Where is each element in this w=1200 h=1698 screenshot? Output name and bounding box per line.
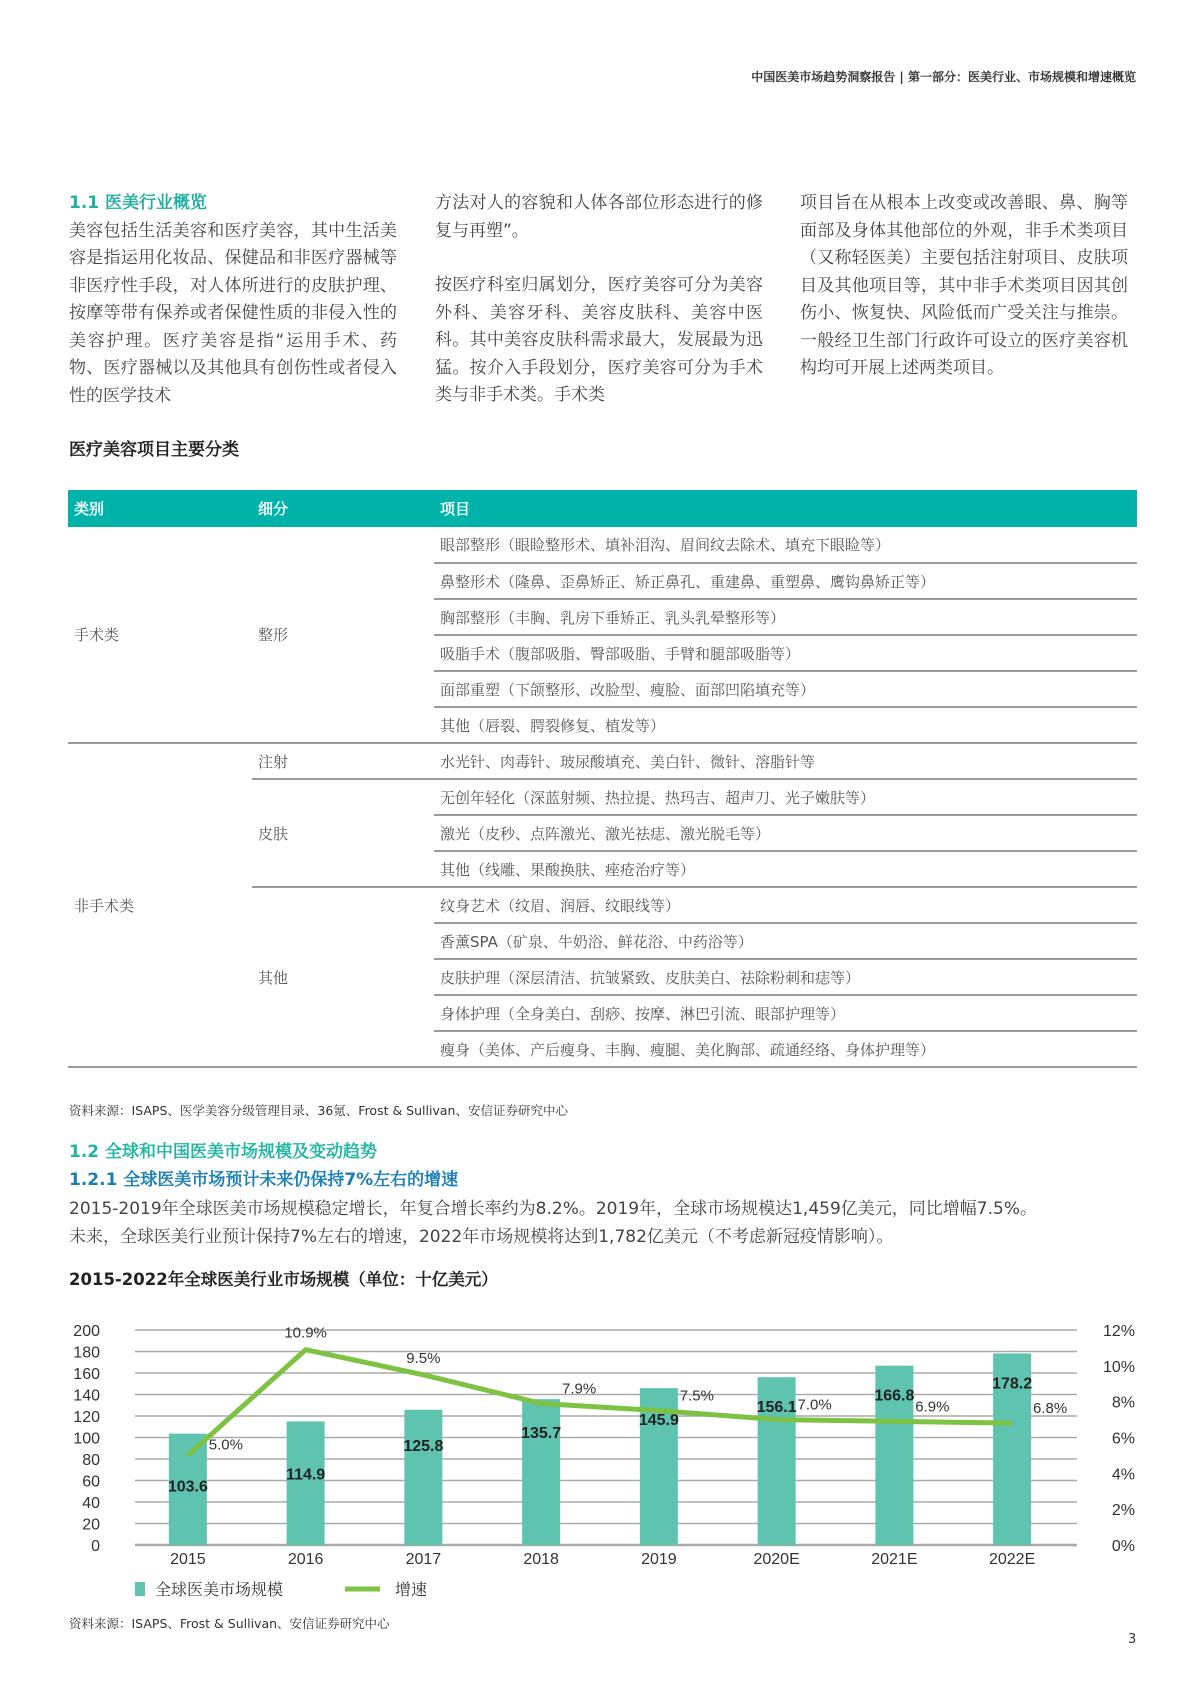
subcategory-cell: 注射 bbox=[252, 743, 434, 779]
bar-value-label: 166.8 bbox=[874, 1387, 915, 1405]
y-tick-label: 20 bbox=[82, 1516, 100, 1534]
y2-tick-label: 4% bbox=[1111, 1466, 1135, 1484]
bar-value-label: 135.7 bbox=[521, 1425, 562, 1443]
x-tick-label: 2021E bbox=[871, 1551, 918, 1568]
bar-value-label: 156.1 bbox=[756, 1399, 797, 1417]
item-cell: 其他（线雕、果酸换肤、痤疮治疗等） bbox=[434, 851, 1137, 887]
legend-bar-swatch bbox=[135, 1582, 145, 1596]
x-tick-label: 2018 bbox=[523, 1551, 559, 1568]
growth-label: 7.0% bbox=[797, 1396, 832, 1414]
y-tick-label: 120 bbox=[73, 1409, 100, 1426]
bar bbox=[404, 1410, 442, 1545]
paragraph: 按医疗科室归属划分，医疗美容可分为美容外科、美容牙科、美容皮肤科、美容中医科。其中美容皮肤科需求最大，发展最为迅猛。按介入手段划分，医疗美容可分为手术类与非手术类。手术类 bbox=[435, 275, 763, 405]
item-cell: 面部重塑（下颌整形、改脸型、瘦脸、面部凹陷填充等） bbox=[434, 671, 1137, 707]
text-column-1 bbox=[69, 190, 397, 410]
y2-tick-label: 0% bbox=[1111, 1538, 1135, 1555]
item-cell: 鼻整形术（隆鼻、歪鼻矫正、矫正鼻孔、重建鼻、重塑鼻、鹰钩鼻矫正等） bbox=[434, 563, 1137, 599]
x-tick-label: 2015 bbox=[170, 1551, 206, 1568]
y2-tick-label: 8% bbox=[1111, 1394, 1135, 1412]
item-cell: 身体护理（全身美白、刮痧、按摩、淋巴引流、眼部护理等） bbox=[434, 995, 1137, 1031]
item-cell: 激光（皮秒、点阵激光、激光祛痣、激光脱毛等） bbox=[434, 815, 1137, 851]
table-header bbox=[68, 490, 1137, 527]
text-column-2 bbox=[435, 190, 763, 410]
bar-value-label: 125.8 bbox=[403, 1437, 444, 1455]
table-title: 医疗美容项目主要分类 bbox=[69, 440, 239, 460]
growth-label: 10.9% bbox=[284, 1324, 327, 1342]
legend-line-label: 增速 bbox=[395, 1580, 428, 1599]
growth-label: 6.8% bbox=[1033, 1400, 1068, 1418]
y-tick-label: 180 bbox=[73, 1344, 100, 1362]
y-tick-label: 160 bbox=[73, 1366, 100, 1383]
market-size-chart bbox=[0, 1310, 1200, 1610]
table-row bbox=[68, 527, 1137, 563]
x-tick-label: 2022E bbox=[988, 1551, 1036, 1568]
y2-tick-label: 6% bbox=[1111, 1430, 1135, 1448]
item-cell: 瘦身（美体、产后瘦身、丰胸、瘦腿、美化胸部、疏通经络、身体护理等） bbox=[434, 1031, 1137, 1067]
y-tick-label: 60 bbox=[82, 1473, 100, 1491]
legend-bar-label: 全球医美市场规模 bbox=[155, 1580, 284, 1599]
y2-tick-label: 2% bbox=[1111, 1502, 1135, 1520]
bar-value-label: 103.6 bbox=[167, 1478, 208, 1496]
section-heading: 1.2 全球和中国医美市场规模及变动趋势 bbox=[69, 1142, 378, 1162]
item-cell: 无创年轻化（深蓝射频、热拉提、热玛吉、超声刀、光子嫩肤等） bbox=[434, 779, 1137, 815]
subcategory-cell: 皮肤 bbox=[252, 779, 434, 887]
y-tick-label: 140 bbox=[73, 1387, 100, 1405]
category-cell: 非手术类 bbox=[68, 743, 252, 1067]
growth-label: 6.9% bbox=[915, 1398, 950, 1416]
text-column-3 bbox=[800, 190, 1128, 383]
header-subcategory: 细分 bbox=[252, 490, 434, 527]
item-cell: 皮肤护理（深层清洁、抗皱紧致、皮肤美白、祛除粉刺和痣等） bbox=[434, 959, 1137, 995]
item-cell: 其他（唇裂、腭裂修复、植发等） bbox=[434, 707, 1137, 743]
y-tick-label: 200 bbox=[73, 1323, 100, 1340]
item-cell: 吸脂手术（腹部吸脂、臀部吸脂、手臂和腿部吸脂等） bbox=[434, 635, 1137, 671]
running-header: 中国医美市场趋势洞察报告 | 第一部分：医美行业、市场规模和增速概览 bbox=[751, 70, 1136, 84]
item-cell: 纹身艺术（纹眉、润唇、纹眼线等） bbox=[434, 887, 1137, 923]
y-tick-label: 40 bbox=[82, 1495, 100, 1512]
chart-source: 资料来源：ISAPS、Frost & Sullivan、安信证券研究中心 bbox=[69, 1616, 390, 1631]
y2-tick-label: 12% bbox=[1102, 1323, 1135, 1340]
paragraph-line: 2015-2019年全球医美市场规模稳定增长，年复合增长率约为8.2%。2019年，全球市场规模达1,459亿美元，同比增幅7.5%。 bbox=[69, 1199, 1037, 1219]
x-tick-label: 2020E bbox=[753, 1551, 800, 1568]
category-cell: 手术类 bbox=[68, 527, 252, 743]
page-number: 3 bbox=[1128, 1632, 1137, 1647]
x-tick-label: 2016 bbox=[287, 1551, 324, 1568]
classification-table bbox=[68, 490, 1137, 1068]
paragraph: 项目旨在从根本上改变或改善眼、鼻、胸等面部及身体其他部位的外观，非手术类项目（又称轻医美）主要包括注射项目、皮肤项目及其他项目等，其中非手术类项目因其创伤小、恢复快、风险低而广受关注与推崇。一般经卫生部门行政许可设立的医疗美容机构均可开展上述两类项目。 bbox=[800, 193, 1128, 378]
item-cell: 胸部整形（丰胸、乳房下垂矫正、乳头乳晕整形等） bbox=[434, 599, 1137, 635]
paragraph: 美容包括生活美容和医疗美容，其中生活美容是指运用化妆品、保健品和非医疗器械等非医疗性手段，对人体所进行的皮肤护理、按摩等带有保养或者保健性质的非侵入性的美容护理。医疗美容是指“运用手术、药物、医疗器械以及其他具有创伤性或者侵入性的医学技术 bbox=[69, 220, 397, 406]
y-tick-label: 0 bbox=[91, 1538, 100, 1555]
header-category: 类别 bbox=[68, 490, 252, 527]
bar-value-label: 178.2 bbox=[992, 1375, 1033, 1393]
y-tick-label: 100 bbox=[73, 1430, 100, 1448]
growth-label: 7.5% bbox=[679, 1387, 714, 1405]
y2-tick-label: 10% bbox=[1102, 1358, 1135, 1376]
x-tick-label: 2019 bbox=[641, 1551, 677, 1568]
chart-title: 2015-2022年全球医美行业市场规模（单位：十亿美元） bbox=[69, 1270, 498, 1289]
subcategory-cell: 其他 bbox=[252, 887, 434, 1067]
subsection-heading: 1.2.1 全球医美市场预计未来仍保持7%左右的增速 bbox=[69, 1170, 459, 1190]
bar bbox=[522, 1399, 560, 1545]
y-tick-label: 80 bbox=[82, 1452, 100, 1469]
paragraph-line: 未来，全球医美行业预计保持7%左右的增速，2022年市场规模将达到1,782亿美元（不考虑新冠疫情影响）。 bbox=[69, 1227, 894, 1247]
item-cell: 眼部整形（眼睑整形术、填补泪沟、眉间纹去除术、填充下眼睑等） bbox=[434, 527, 1137, 563]
table-row bbox=[68, 743, 1137, 779]
section-heading: 1.1 医美行业概览 bbox=[69, 193, 208, 213]
item-cell: 水光针、肉毒针、玻尿酸填充、美白针、微针、溶脂针等 bbox=[434, 743, 1137, 779]
paragraph: 方法对人的容貌和人体各部位形态进行的修复与再塑”。 bbox=[435, 193, 763, 241]
bar-value-label: 145.9 bbox=[638, 1412, 679, 1430]
growth-label: 7.9% bbox=[562, 1380, 597, 1398]
item-cell: 香薰SPA（矿泉、牛奶浴、鲜花浴、中药浴等） bbox=[434, 923, 1137, 959]
x-tick-label: 2017 bbox=[405, 1551, 442, 1568]
growth-label: 5.0% bbox=[208, 1436, 243, 1454]
bar-value-label: 114.9 bbox=[286, 1466, 326, 1484]
table-source: 资料来源：ISAPS、医学美容分级管理目录、36氪、Frost & Sullivan、安信证券研究中心 bbox=[69, 1103, 568, 1118]
growth-label: 9.5% bbox=[406, 1349, 441, 1367]
subcategory-cell: 整形 bbox=[252, 527, 434, 743]
header-items: 项目 bbox=[434, 490, 1137, 527]
